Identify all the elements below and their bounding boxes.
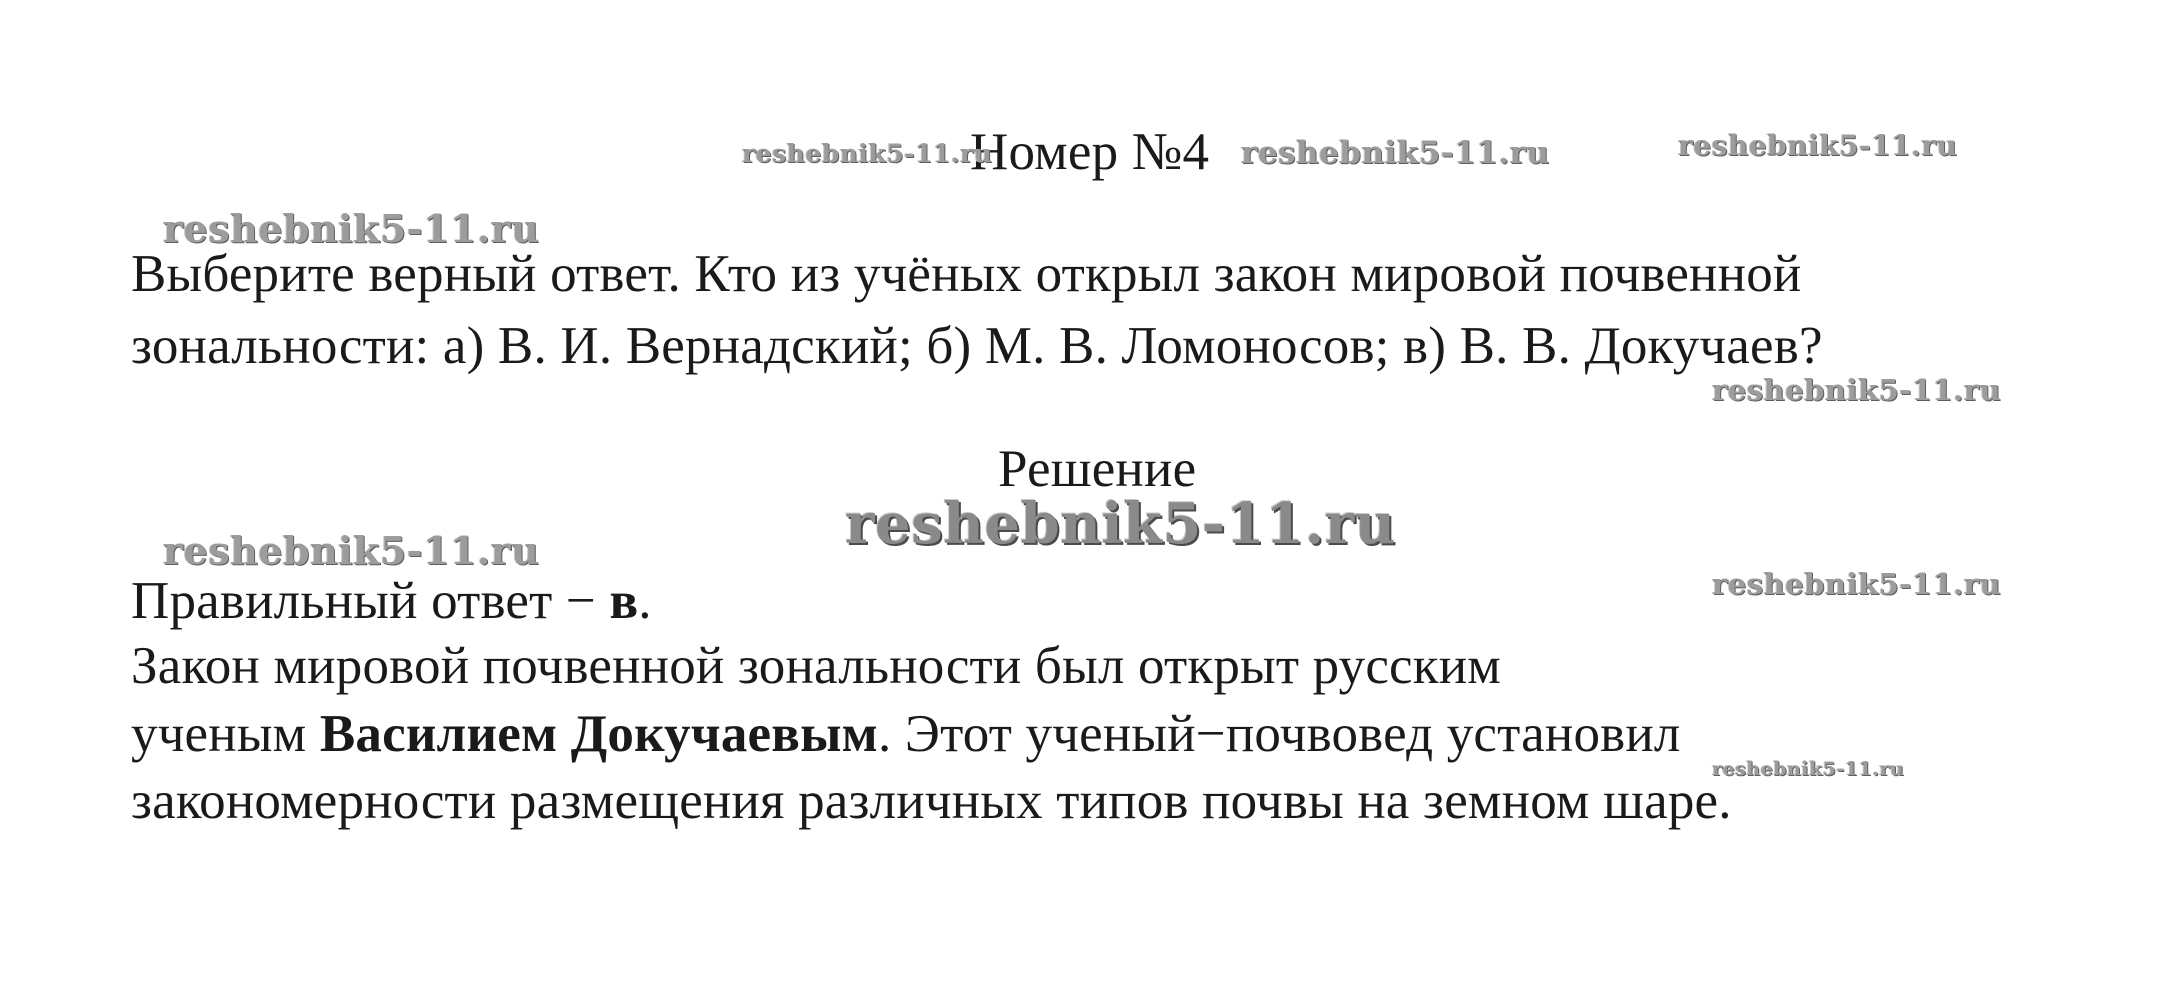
answer-line-3-prefix: ученым: [131, 705, 320, 763]
answer-line-1-prefix: Правильный ответ −: [131, 572, 610, 630]
watermark: reshebnik5-11.ru: [163, 206, 540, 251]
watermark: reshebnik5-11.ru: [1712, 758, 1905, 780]
answer-line-2: Закон мировой почвенной зональности был открыт русским: [131, 637, 1502, 695]
page-title: Номер №4: [970, 123, 1210, 181]
watermark: reshebnik5-11.ru: [163, 528, 540, 573]
question-line-1: Выберите верный ответ. Кто из учёных открыл закон мировой почвенной: [131, 245, 1802, 303]
scientist-name: Василием Докучаевым: [319, 705, 878, 763]
watermark: reshebnik5-11.ru: [845, 491, 1396, 557]
solution-heading: Решение: [998, 440, 1197, 498]
watermark: reshebnik5-11.ru: [742, 139, 993, 168]
answer-line-3-suffix: . Этот ученый−почвовед установил: [877, 705, 1681, 763]
answer-line-1: [131, 572, 652, 630]
answer-line-3: [131, 705, 1681, 763]
watermark: reshebnik5-11.ru: [1678, 129, 1958, 162]
answer-line-4: закономерности размещения различных типов почвы на земном шаре.: [131, 772, 1732, 830]
watermark: reshebnik5-11.ru: [1712, 567, 2002, 601]
answer-line-1-suffix: .: [638, 572, 652, 630]
watermark: reshebnik5-11.ru: [1712, 373, 2002, 407]
question-line-2: зональности: а) В. И. Вернадский; б) М. В. Ломоносов; в) В. В. Докучаев?: [131, 317, 1823, 375]
watermark: reshebnik5-11.ru: [1241, 135, 1550, 171]
answer-choice: в: [609, 572, 639, 630]
